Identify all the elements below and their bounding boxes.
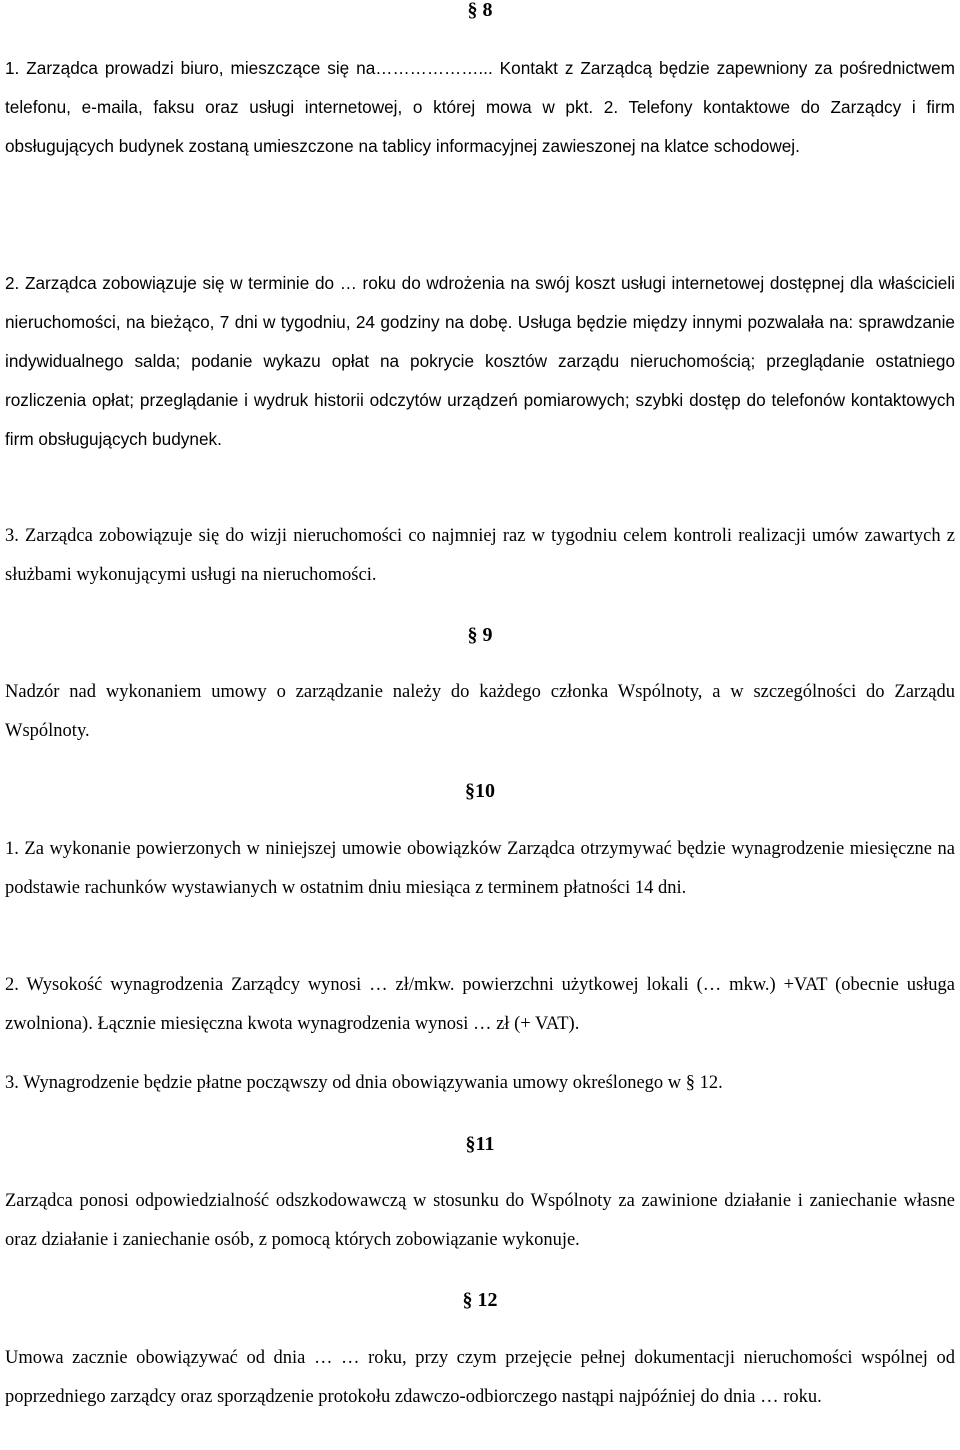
section-10-paragraph-3: 3. Wynagrodzenie będzie płatne począwszy od dnia obowiązywania umowy określonego w § 12. <box>5 1073 723 1093</box>
section-8-paragraph-3: 3. Zarządca zobowiązuje się do wizji nieruchomości co najmniej raz w tygodniu celem kontroli realizacji umów zawartych z służbami wykonującymi usługi na nieruchomości. <box>5 526 955 585</box>
section-10-paragraph-2: 2. Wysokość wynagrodzenia Zarządcy wynosi … zł/mkw. powierzchni użytkowej lokali (… mkw.) +VAT (obecnie usługa zwolniona). Łącznie miesięczna kwota wynagrodzenia wynosi … zł (+ VAT). <box>5 975 955 1034</box>
section-11-paragraph-1: Zarządca ponosi odpowiedzialność odszkodowawczą w stosunku do Wspólnoty za zawinione działanie i zaniechanie własne oraz działanie i zaniechanie osób, z pomocą których zobowiązanie wykonuje. <box>5 1191 955 1250</box>
section-12-paragraph-1: Umowa zacznie obowiązywać od dnia … … roku, przy czym przejęcie pełnej dokumentacji nieruchomości wspólnej od poprzedniego zarządcy oraz sporządzenie protokołu zdawczo-odbiorczego nastąpi najpóźniej do dnia … roku. <box>5 1348 955 1407</box>
section-10-paragraph-1: 1. Za wykonanie powierzonych w niniejszej umowie obowiązków Zarządca otrzymywać będzie wynagrodzenie miesięczne na podstawie rachunków wystawianych w ostatnim dniu miesiąca z terminem płatności 14 dni. <box>5 839 955 898</box>
section-9-heading: § 9 <box>467 624 493 646</box>
section-9-paragraph-1: Nadzór nad wykonaniem umowy o zarządzanie należy do każdego członka Wspólnoty, a w szczególności do Zarządu Wspólnoty. <box>5 682 955 741</box>
section-8-paragraph-1: 1. Zarządca prowadzi biuro, mieszczące się na………………... Kontakt z Zarządcą będzie zapewniony za pośrednictwem telefonu, e-maila, faksu oraz usługi internetowej, o której mowa w pkt. 2. Telefony kontaktowe do Zarządcy i firm obsługujących budynek zostaną umieszczone na tablicy informacyjnej zawieszonej na klatce schodowej. <box>5 58 955 156</box>
section-11-heading: §11 <box>465 1133 495 1155</box>
section-12-heading: § 12 <box>462 1289 498 1311</box>
section-10-heading: §10 <box>465 780 495 802</box>
section-8-heading: § 8 <box>467 0 493 21</box>
section-8-paragraph-2: 2. Zarządca zobowiązuje się w terminie do … roku do wdrożenia na swój koszt usługi internetowej dostępnej dla właścicieli nieruchomości, na bieżąco, 7 dni w tygodniu, 24 godziny na dobę. Usługa będzie między innymi pozwalała na: sprawdzanie indywidualnego salda; podanie wykazu opłat na pokrycie kosztów zarządu nieruchomością; przeglądanie ostatniego rozliczenia opłat; przeglądanie i wydruk historii odczytów urządzeń pomiarowych; szybki dostęp do telefonów kontaktowych firm obsługujących budynek. <box>5 273 955 449</box>
